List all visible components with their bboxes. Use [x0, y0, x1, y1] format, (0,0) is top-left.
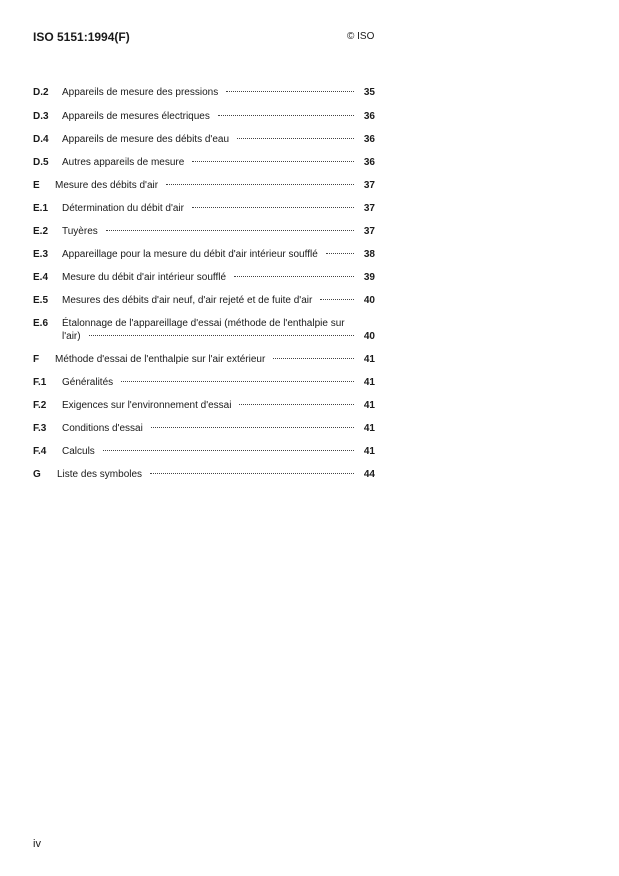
- dot-leader: [237, 138, 354, 139]
- dot-leader: [89, 335, 354, 336]
- toc-entry[interactable]: [33, 248, 375, 261]
- toc-entry[interactable]: [33, 133, 375, 146]
- toc-page: 36: [363, 157, 375, 168]
- toc-page: 39: [363, 272, 375, 283]
- toc-page: 40: [363, 295, 375, 306]
- toc-title: Appareils de mesure des débits d'eau: [62, 134, 230, 145]
- toc-number: E.6: [33, 318, 49, 329]
- toc-title: Mesure du débit d'air intérieur soufflé: [62, 272, 227, 283]
- toc-entry[interactable]: [33, 376, 375, 389]
- toc-entry[interactable]: [33, 86, 375, 99]
- toc-entry[interactable]: [33, 468, 375, 481]
- toc-number: F.2: [33, 400, 47, 411]
- toc-number: E: [33, 180, 40, 191]
- toc-title: Appareils de mesures électriques: [62, 111, 210, 122]
- toc-entry[interactable]: [33, 156, 375, 169]
- toc-number: E.4: [33, 272, 49, 283]
- toc-entry[interactable]: [33, 353, 375, 366]
- toc-number: F.1: [33, 377, 47, 388]
- toc-title-continued: l'air): [62, 331, 81, 342]
- toc-title: Étalonnage de l'appareillage d'essai (méthode de l'enthalpie sur: [62, 318, 345, 329]
- toc-title: Exigences sur l'environnement d'essai: [62, 400, 232, 411]
- dot-leader: [103, 450, 354, 451]
- toc-entry[interactable]: [33, 399, 375, 412]
- toc-title: Mesure des débits d'air: [55, 180, 159, 191]
- toc-title: Détermination du débit d'air: [62, 203, 184, 214]
- dot-leader: [106, 230, 354, 231]
- copyright-notice: © ISO: [347, 31, 375, 42]
- toc-entry[interactable]: [33, 179, 375, 192]
- toc-number: E.2: [33, 226, 49, 237]
- toc-title: Autres appareils de mesure: [62, 157, 185, 168]
- toc-number: D.4: [33, 134, 49, 145]
- toc-title: Généralités: [62, 377, 114, 388]
- dot-leader: [320, 299, 354, 300]
- toc-number: F.4: [33, 446, 47, 457]
- toc-number: G: [33, 469, 41, 480]
- toc-page: 35: [363, 87, 375, 98]
- toc-number: F.3: [33, 423, 47, 434]
- toc-number: E.3: [33, 249, 49, 260]
- toc-number: D.5: [33, 157, 49, 168]
- toc-title: Tuyères: [62, 226, 98, 237]
- toc-page: 41: [363, 400, 375, 411]
- toc-entry[interactable]: [33, 225, 375, 238]
- dot-leader: [226, 91, 354, 92]
- toc-title: Conditions d'essai: [62, 423, 143, 434]
- dot-leader: [192, 207, 354, 208]
- toc-title: Méthode d'essai de l'enthalpie sur l'air extérieur: [55, 354, 266, 365]
- toc-number: E.1: [33, 203, 49, 214]
- toc-page: 41: [363, 354, 375, 365]
- dot-leader: [326, 253, 354, 254]
- dot-leader: [150, 473, 354, 474]
- toc-number: D.3: [33, 111, 49, 122]
- toc-title: Appareillage pour la mesure du débit d'air intérieur soufflé: [62, 249, 318, 260]
- toc-number: D.2: [33, 87, 49, 98]
- dot-leader: [239, 404, 354, 405]
- toc-page: 37: [363, 180, 375, 191]
- toc-title: Liste des symboles: [57, 469, 143, 480]
- dot-leader: [234, 276, 354, 277]
- toc-page: 36: [363, 111, 375, 122]
- dot-leader: [121, 381, 354, 382]
- toc-entry[interactable]: [33, 294, 375, 307]
- dot-leader: [166, 184, 354, 185]
- toc-page: 41: [363, 423, 375, 434]
- toc-entry[interactable]: [33, 110, 375, 123]
- toc-page: 40: [363, 331, 375, 342]
- toc-entry[interactable]: [33, 271, 375, 284]
- toc-page: 41: [363, 446, 375, 457]
- toc-page: 44: [363, 469, 375, 480]
- toc-entry[interactable]: [33, 422, 375, 435]
- dot-leader: [192, 161, 354, 162]
- page-number: iv: [33, 838, 41, 850]
- dot-leader: [218, 115, 354, 116]
- dot-leader: [273, 358, 354, 359]
- toc-number: E.5: [33, 295, 49, 306]
- dot-leader: [151, 427, 354, 428]
- toc-title: Appareils de mesure des pressions: [62, 87, 219, 98]
- toc-page: 36: [363, 134, 375, 145]
- toc-title: Calculs: [62, 446, 95, 457]
- toc-page: 38: [363, 249, 375, 260]
- toc-page: 41: [363, 377, 375, 388]
- document-id: ISO 5151:1994(F): [33, 30, 130, 44]
- toc-entry[interactable]: [33, 317, 375, 343]
- toc-page: 37: [363, 203, 375, 214]
- toc-page: 37: [363, 226, 375, 237]
- toc-number: F: [33, 354, 40, 365]
- toc-title: Mesures des débits d'air neuf, d'air rejeté et de fuite d'air: [62, 295, 313, 306]
- table-of-contents: [33, 86, 375, 491]
- toc-entry[interactable]: [33, 202, 375, 215]
- toc-entry[interactable]: [33, 445, 375, 458]
